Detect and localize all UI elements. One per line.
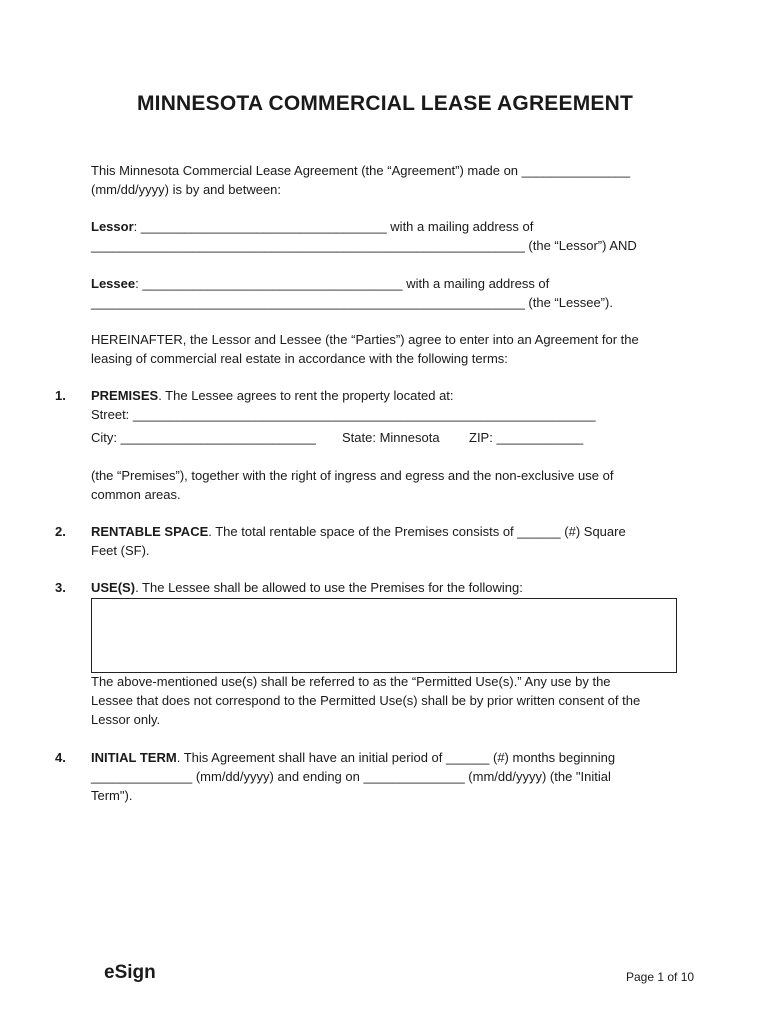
lessor-line-2: ____________________________________________________________ (the “Lessor”) AND (91, 238, 637, 253)
hereinafter-line-1: HEREINAFTER, the Lessor and Lessee (the “Parties”) agree to enter into an Agreement for the (91, 332, 639, 347)
esign-logo: eSign (104, 962, 156, 983)
section-2-number: 2. (55, 524, 66, 539)
rentable-heading-line (91, 522, 626, 541)
premises-para-line-1: (the “Premises”), together with the right of ingress and egress and the non-exclusive use of (91, 468, 614, 483)
use-after-line-1: The above-mentioned use(s) shall be referred to as the “Permitted Use(s).” Any use by the (91, 674, 611, 689)
lessee-line-1 (91, 274, 549, 293)
premises-city: City: ___________________________ (91, 430, 316, 445)
section-4-number: 4. (55, 750, 66, 765)
section-3-number: 3. (55, 580, 66, 595)
lessee-line-2: ____________________________________________________________ (the “Lessee”). (91, 295, 613, 310)
rentable-heading: RENTABLE SPACE (91, 524, 209, 539)
intro-line-2: (mm/dd/yyyy) is by and between: (91, 182, 282, 197)
lessor-line-1 (91, 217, 533, 236)
use-after-line-2: Lessee that does not correspond to the Permitted Use(s) shall be by prior written consent of the (91, 693, 641, 708)
use-after-line-3: Lessor only. (91, 712, 161, 727)
premises-zip: ZIP: ____________ (469, 430, 584, 445)
term-heading-line (91, 748, 615, 767)
lessor-line-1-rest: : __________________________________ with a mailing address of (133, 219, 534, 234)
premises-para-line-2: common areas. (91, 487, 181, 502)
lessee-label: Lessee (91, 276, 136, 291)
premises-street: Street: ________________________________________________________________ (91, 407, 596, 422)
document-title: MINNESOTA COMMERCIAL LEASE AGREEMENT (136, 92, 634, 115)
premises-text: . The Lessee agrees to rent the property located at: (158, 388, 454, 403)
premises-heading: PREMISES (91, 388, 159, 403)
use-heading: USE(S) (91, 580, 136, 595)
page-number: Page 1 of 10 (626, 970, 695, 984)
term-text: . This Agreement shall have an initial period of ______ (#) months beginning (176, 750, 616, 765)
use-heading-line (91, 578, 523, 597)
premises-heading-line (91, 386, 454, 405)
rentable-line-2: Feet (SF). (91, 543, 150, 558)
lessor-label: Lessor (91, 219, 134, 234)
use-text: . The Lessee shall be allowed to use the Premises for the following: (135, 580, 523, 595)
premises-state: State: Minnesota (342, 430, 440, 445)
rentable-text: . The total rentable space of the Premises consists of ______ (#) Square (208, 524, 626, 539)
hereinafter-line-2: leasing of commercial real estate in accordance with the following terms: (91, 351, 508, 366)
intro-line-1: This Minnesota Commercial Lease Agreement (the “Agreement”) made on _______________ (91, 163, 631, 178)
permitted-uses-field[interactable] (91, 598, 677, 673)
term-heading: INITIAL TERM (91, 750, 177, 765)
lessee-line-1-rest: : ____________________________________ with a mailing address of (135, 276, 550, 291)
term-line-3: Term"). (91, 788, 133, 803)
section-1-number: 1. (55, 388, 66, 403)
term-line-2: ______________ (mm/dd/yyyy) and ending on ______________ (mm/dd/yyyy) (the "Initial (91, 769, 611, 784)
